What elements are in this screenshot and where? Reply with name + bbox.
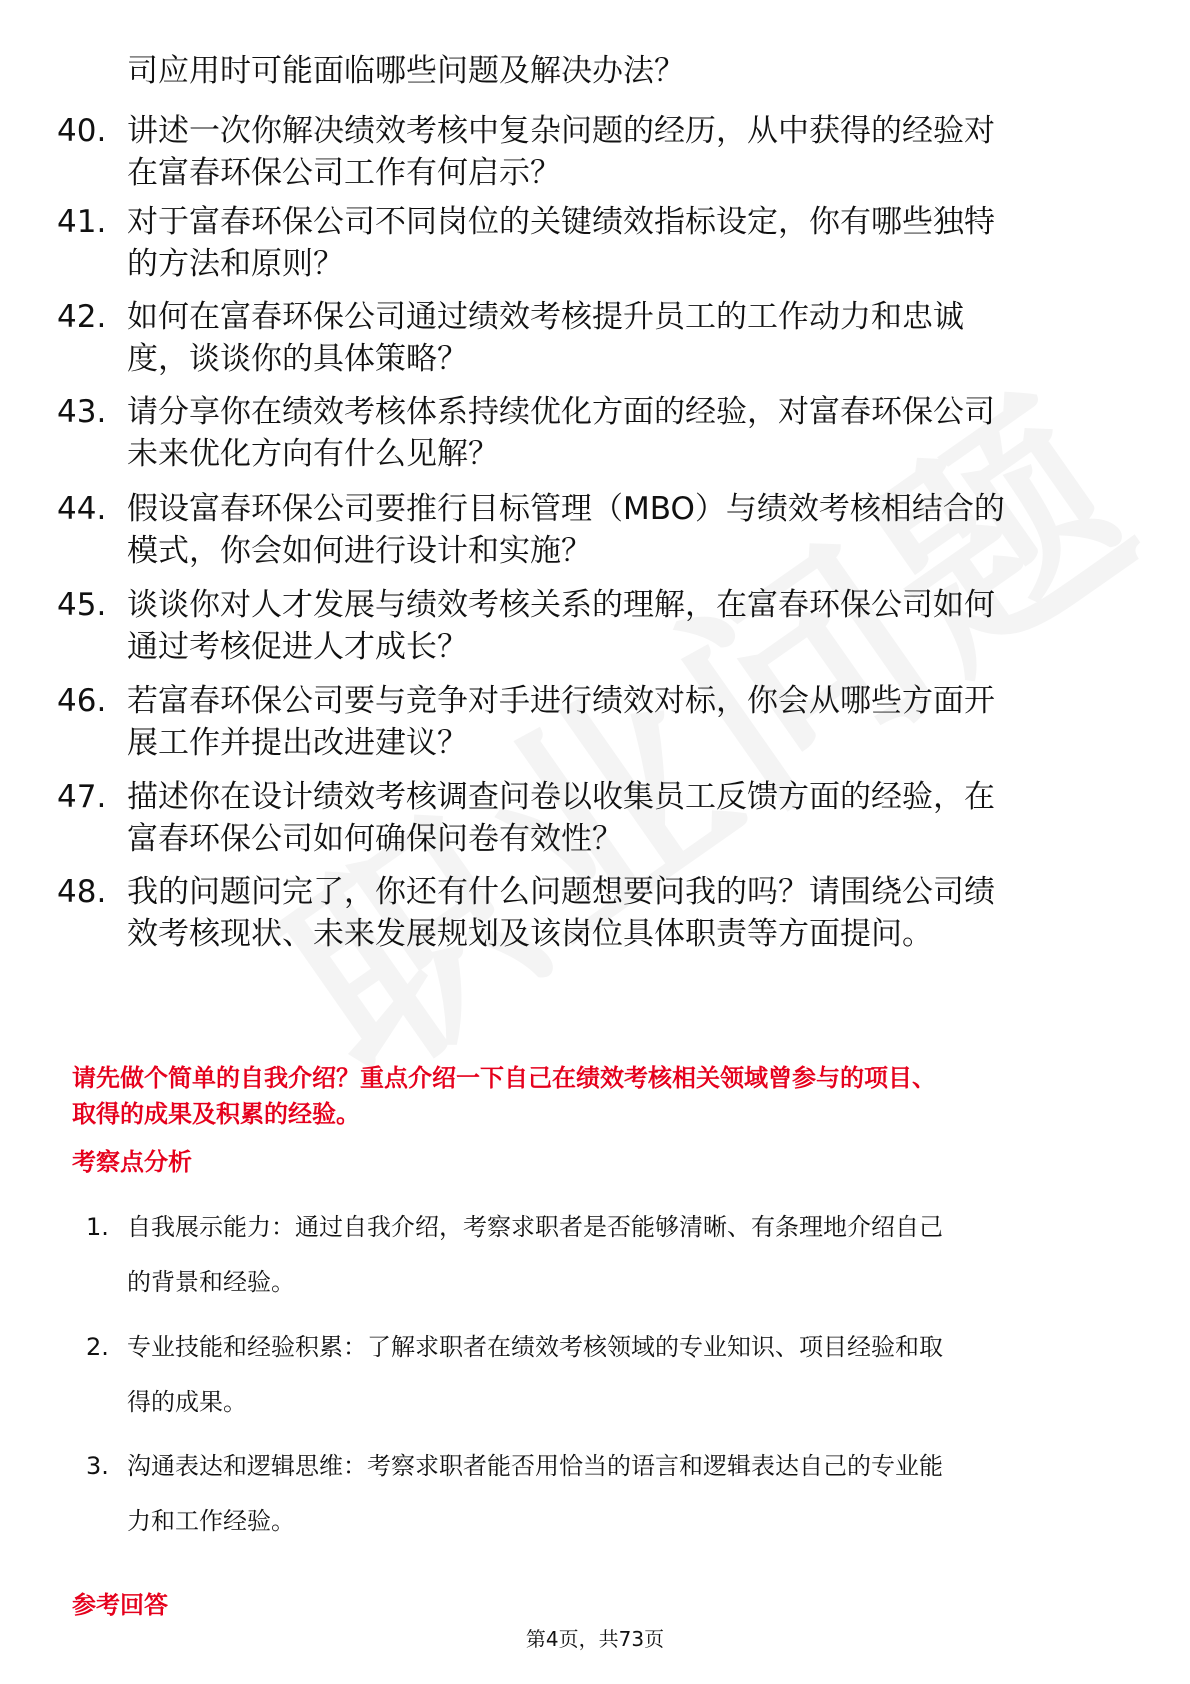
question-text	[127, 391, 1127, 475]
analysis-line: 自我展示能力：通过自我介绍，考察求职者是否能够清晰、有条理地介绍自己	[127, 1213, 943, 1241]
analysis-text	[127, 1200, 1127, 1310]
question-number: 42.	[57, 299, 107, 335]
question-line: 通过考核促进人才成长？	[127, 629, 468, 665]
highlight-question-line: 请先做个简单的自我介绍？重点介绍一下自己在绩效考核相关领域曾参与的项目、	[72, 1064, 936, 1092]
analysis-line: 的背景和经验。	[127, 1268, 295, 1296]
question-number: 45.	[57, 587, 107, 623]
highlight-question-line: 取得的成果及积累的经验。	[72, 1100, 360, 1128]
analysis-line: 沟通表达和逻辑思维：考察求职者能否用恰当的语言和逻辑表达自己的专业能	[127, 1452, 943, 1480]
question-text	[127, 776, 1127, 860]
question-line: 对于富春环保公司不同岗位的关键绩效指标设定，你有哪些独特	[127, 204, 995, 240]
page-footer: 第4页，共73页	[525, 1627, 665, 1651]
question-number: 46.	[57, 683, 107, 719]
analysis-title: 考察点分析	[72, 1148, 192, 1176]
question-line: 讲述一次你解决绩效考核中复杂问题的经历，从中获得的经验对	[127, 113, 995, 149]
highlight-question	[72, 1060, 1122, 1132]
question-line: 请分享你在绩效考核体系持续优化方面的经验，对富春环保公司	[127, 394, 995, 430]
question-text	[127, 584, 1127, 668]
question-number: 41.	[57, 204, 107, 240]
question-text	[127, 680, 1127, 764]
question-text	[127, 296, 1127, 380]
question-line: 若富春环保公司要与竞争对手进行绩效对标，你会从哪些方面开	[127, 683, 995, 719]
question-continuation: 司应用时可能面临哪些问题及解决办法？	[127, 53, 685, 89]
question-number: 44.	[57, 491, 107, 527]
question-text	[127, 110, 1127, 194]
question-number: 48.	[57, 874, 107, 910]
analysis-line: 专业技能和经验积累：了解求职者在绩效考核领域的专业知识、项目经验和取	[127, 1333, 943, 1361]
analysis-line: 力和工作经验。	[127, 1507, 295, 1535]
question-text	[127, 488, 1127, 572]
question-line: 的方法和原则？	[127, 246, 344, 282]
analysis-number: 3.	[86, 1452, 109, 1480]
question-text	[127, 871, 1127, 955]
reference-title: 参考回答	[72, 1591, 168, 1619]
question-line: 我的问题问完了，你还有什么问题想要问我的吗？请围绕公司绩	[127, 874, 995, 910]
question-text	[127, 201, 1127, 285]
analysis-text	[127, 1320, 1127, 1430]
question-number: 47.	[57, 779, 107, 815]
question-line: 在富春环保公司工作有何启示？	[127, 155, 561, 191]
analysis-line: 得的成果。	[127, 1388, 247, 1416]
question-line: 未来优化方向有什么见解？	[127, 436, 499, 472]
question-line: 假设富春环保公司要推行目标管理（MBO）与绩效考核相结合的	[127, 491, 1005, 527]
analysis-number: 2.	[86, 1333, 109, 1361]
question-line: 展工作并提出改进建议？	[127, 725, 468, 761]
question-line: 谈谈你对人才发展与绩效考核关系的理解，在富春环保公司如何	[127, 587, 995, 623]
question-number: 40.	[57, 113, 107, 149]
question-line: 描述你在设计绩效考核调查问卷以收集员工反馈方面的经验，在	[127, 779, 995, 815]
analysis-number: 1.	[86, 1213, 109, 1241]
analysis-text	[127, 1439, 1127, 1549]
question-line: 模式，你会如何进行设计和实施？	[127, 533, 592, 569]
question-line: 富春环保公司如何确保问卷有效性？	[127, 821, 623, 857]
question-line: 度，谈谈你的具体策略？	[127, 341, 468, 377]
question-number: 43.	[57, 394, 107, 430]
question-line: 如何在富春环保公司通过绩效考核提升员工的工作动力和忠诚	[127, 299, 964, 335]
question-line: 效考核现状、未来发展规划及该岗位具体职责等方面提问。	[127, 916, 933, 952]
